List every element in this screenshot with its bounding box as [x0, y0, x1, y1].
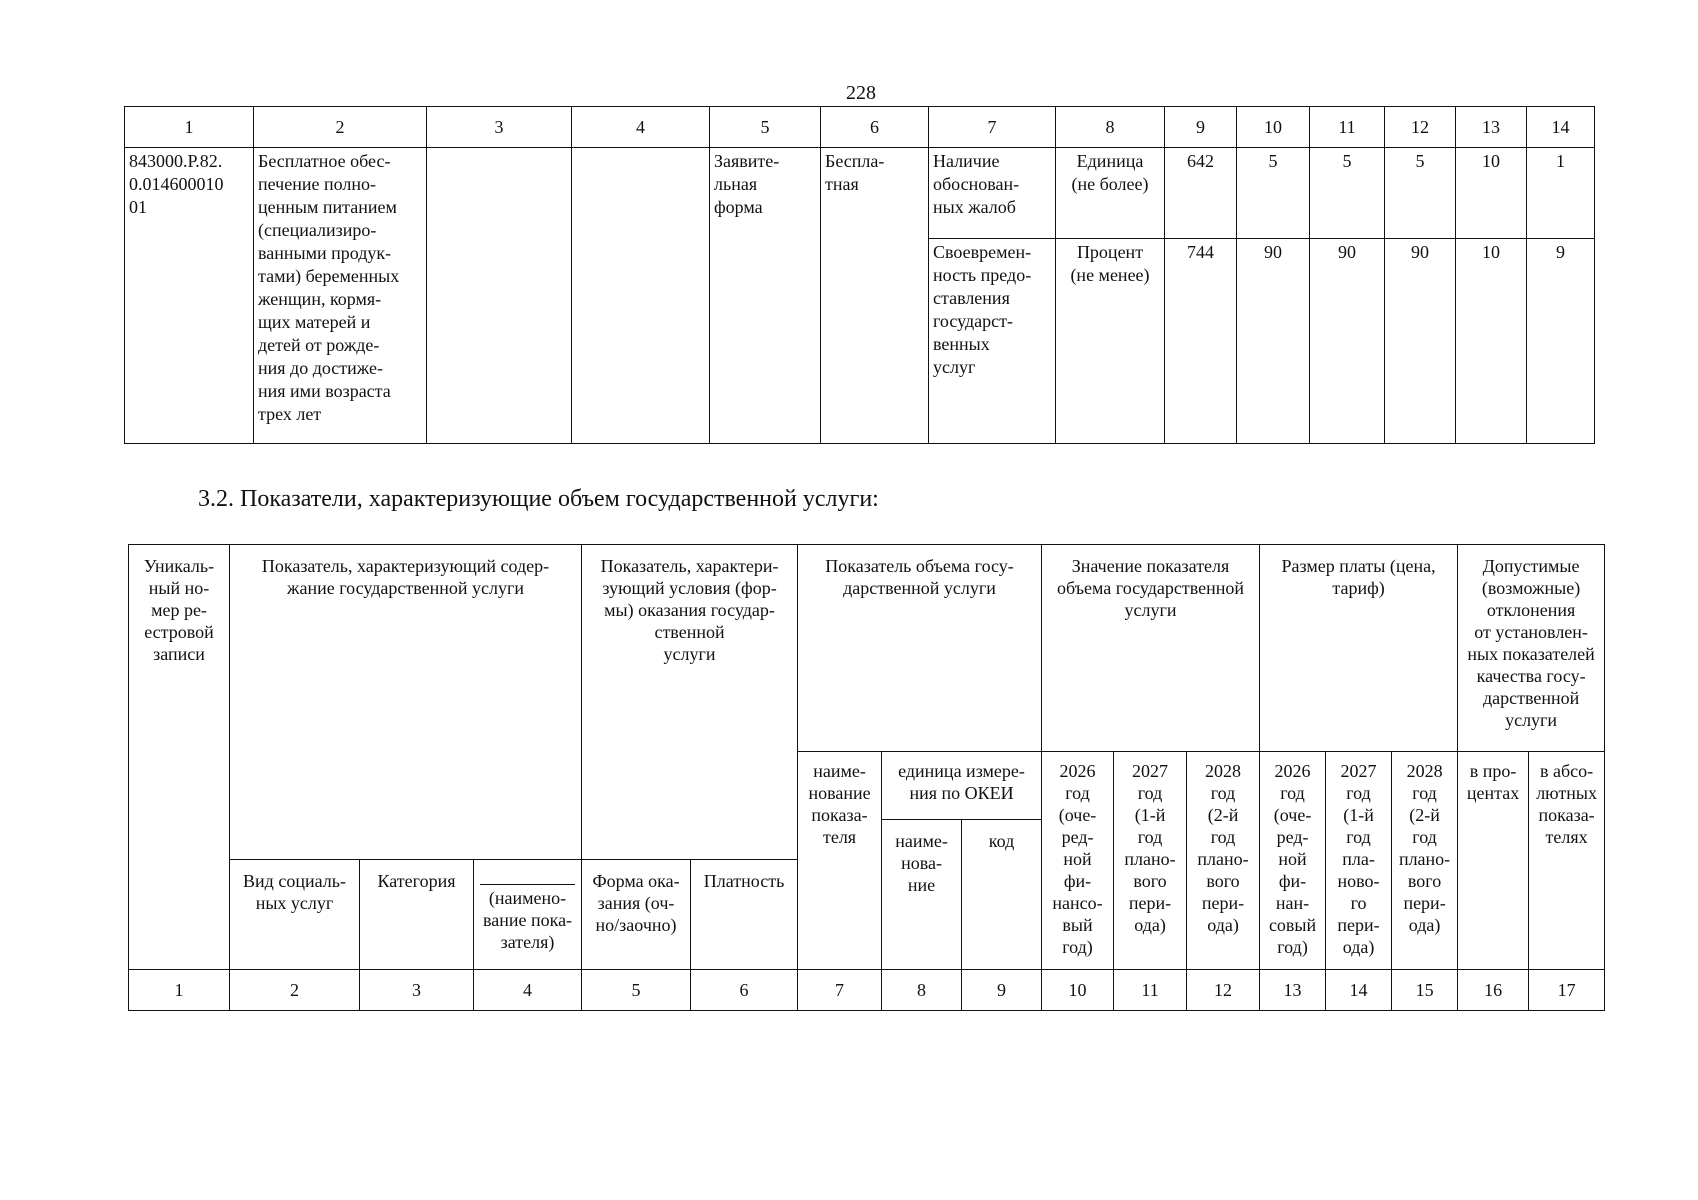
- page-number: 228: [846, 82, 876, 104]
- header-content-indicator: Показатель, характеризующий содер- жание государственной услуги: [230, 545, 582, 860]
- header-payment: Платность: [691, 860, 798, 970]
- col-number: 9: [962, 970, 1042, 1011]
- header-fee: Размер платы (цена, тариф): [1260, 545, 1458, 752]
- section-heading: 3.2. Показатели, характеризующие объем государственной услуги:: [198, 486, 879, 512]
- col-number: 13: [1456, 107, 1527, 148]
- value-2028: 5: [1385, 148, 1456, 239]
- col-number: 2: [230, 970, 360, 1011]
- indicator-name: Своевремен- ность предо- ставления государст- венных услуг: [929, 239, 1056, 444]
- quality-indicators-table: [124, 106, 1595, 444]
- header-fee-2027: 2027 год (1-й год пла- ново- го пери- ода): [1326, 752, 1392, 970]
- col-number: 3: [427, 107, 572, 148]
- payment-type: Бесплa- тная: [821, 148, 929, 444]
- header-fee-2026: 2026 год (оче- ред- ной фи- нан- совый год): [1260, 752, 1326, 970]
- header-volume-value: Значение показателя объема государственной услуги: [1042, 545, 1260, 752]
- header-okei-code: код: [962, 820, 1042, 970]
- header-col4-cell: [474, 860, 582, 970]
- col-number: 2: [254, 107, 427, 148]
- col-number: 10: [1042, 970, 1114, 1011]
- column-number-row: [129, 970, 1605, 1011]
- indicator-unit: Процент (не менее): [1056, 239, 1165, 444]
- header-dev-abs: в абсо- лютных показа- телях: [1529, 752, 1605, 970]
- header-okei-name: наиме- нова- ние: [882, 820, 962, 970]
- header-fee-2028: 2028 год (2-й год плано- вого пери- ода): [1392, 752, 1458, 970]
- indicator-name: Наличие обоснован- ных жалоб: [929, 148, 1056, 239]
- empty-cell: [427, 148, 572, 444]
- header-col4-name: (наимено- вание пока- зателя): [480, 884, 575, 953]
- empty-cell: [572, 148, 710, 444]
- col-number: 15: [1392, 970, 1458, 1011]
- header-conditions-indicator: Показатель, характери- зующий условия (фор- мы) оказания государ- ственной услуги: [582, 545, 798, 860]
- value-2026: 5: [1237, 148, 1310, 239]
- col-number: 1: [125, 107, 254, 148]
- header-social-service-type: Вид социаль- ных услуг: [230, 860, 360, 970]
- col-number: 3: [360, 970, 474, 1011]
- indicator-unit: Единица (не более): [1056, 148, 1165, 239]
- col-number: 12: [1187, 970, 1260, 1011]
- header-vol-2027: 2027 год (1-й год плано- вого пери- ода): [1114, 752, 1187, 970]
- col-number: 1: [129, 970, 230, 1011]
- deviation-percent: 10: [1456, 239, 1527, 444]
- service-form: Заявите- льная форма: [710, 148, 821, 444]
- col-number: 10: [1237, 107, 1310, 148]
- registry-number: 843000.Р.82. 0.014600010 01: [125, 148, 254, 444]
- header-category: Категория: [360, 860, 474, 970]
- value-2028: 90: [1385, 239, 1456, 444]
- col-number: 11: [1114, 970, 1187, 1011]
- value-2027: 90: [1310, 239, 1385, 444]
- header-vol-2028: 2028 год (2-й год плано- вого пери- ода): [1187, 752, 1260, 970]
- header-deviations: Допустимые (возможные) отклонения от установлен- ных показателей качества госу- дарственной услуги: [1458, 545, 1605, 752]
- col-number: 13: [1260, 970, 1326, 1011]
- col-number: 6: [821, 107, 929, 148]
- col-number: 17: [1529, 970, 1605, 1011]
- col-number: 6: [691, 970, 798, 1011]
- col-number: 5: [582, 970, 691, 1011]
- col-number: 4: [474, 970, 582, 1011]
- header-vol-2026: 2026 год (оче- ред- ной фи- нансо- вый год): [1042, 752, 1114, 970]
- header-registry: Уникаль- ный но- мер ре- естровой записи: [129, 545, 230, 970]
- col-number: 14: [1527, 107, 1595, 148]
- okei-code: 642: [1165, 148, 1237, 239]
- col-number: 9: [1165, 107, 1237, 148]
- col-number: 12: [1385, 107, 1456, 148]
- table-row: [125, 148, 1595, 239]
- col-number: 4: [572, 107, 710, 148]
- header-service-form: Форма ока- зания (оч- но/заочно): [582, 860, 691, 970]
- col-number: 7: [798, 970, 882, 1011]
- value-2027: 5: [1310, 148, 1385, 239]
- header-row-top: [129, 545, 1605, 752]
- col-number: 11: [1310, 107, 1385, 148]
- okei-code: 744: [1165, 239, 1237, 444]
- volume-indicators-table: [128, 544, 1605, 1011]
- column-number-row: [125, 107, 1595, 148]
- deviation-absolute: 1: [1527, 148, 1595, 239]
- col-number: 16: [1458, 970, 1529, 1011]
- col-number: 5: [710, 107, 821, 148]
- value-2026: 90: [1237, 239, 1310, 444]
- deviation-percent: 10: [1456, 148, 1527, 239]
- header-okei-unit: единица измере- ния по ОКЕИ: [882, 752, 1042, 820]
- col-number: 8: [1056, 107, 1165, 148]
- col-number: 14: [1326, 970, 1392, 1011]
- service-content: Бесплатное обес- печение полно- ценным питанием (специализиро- ванными продук- тами) беременных женщин, кормя- щих матерей и детей от рожде- ния до достиже- ния ими возраста трех лет: [254, 148, 427, 444]
- header-dev-percent: в про- центах: [1458, 752, 1529, 970]
- col-number: 8: [882, 970, 962, 1011]
- col-number: 7: [929, 107, 1056, 148]
- deviation-absolute: 9: [1527, 239, 1595, 444]
- header-indicator-name: наиме- нование показа- теля: [798, 752, 882, 970]
- header-volume-indicator: Показатель объема госу- дарственной услуги: [798, 545, 1042, 752]
